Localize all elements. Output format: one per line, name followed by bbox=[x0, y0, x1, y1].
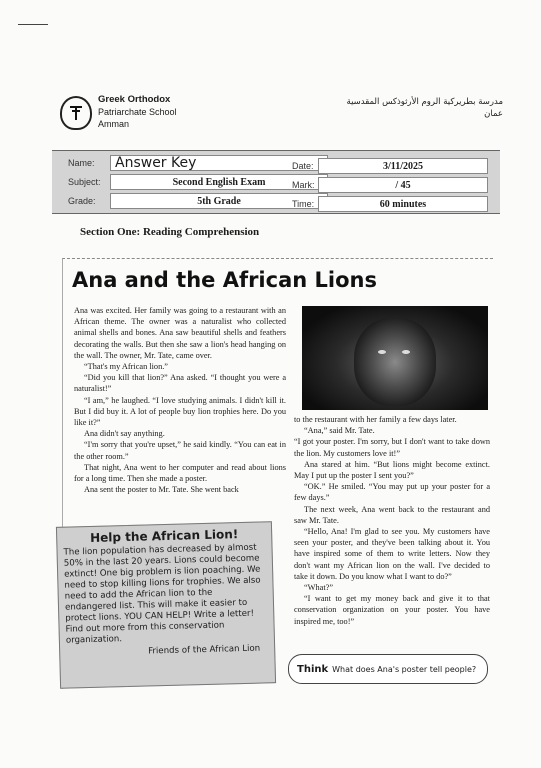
cross-emblem-icon bbox=[67, 104, 85, 122]
paragraph: “That's my African lion.” bbox=[84, 362, 168, 372]
lion-mane bbox=[354, 318, 436, 406]
school-line2: Patriarchate School bbox=[98, 107, 177, 117]
lion-eye bbox=[378, 350, 386, 354]
corner-mark bbox=[18, 24, 48, 25]
paragraph: to the restaurant with her family a few days later. bbox=[294, 415, 457, 424]
poster-title: Help the African Lion! bbox=[89, 527, 239, 545]
time-label: Time: bbox=[292, 199, 315, 209]
exam-info-panel bbox=[52, 150, 500, 214]
story-left-column bbox=[74, 305, 286, 495]
paragraph: “Hello, Ana! I'm glad to see you. My customers have seen your poster, and they've been talking about it. You have inspired some of them to write letters. Now they don't want my African lion on the wall. I've decided to take it down. Do you know what I want to do?” bbox=[294, 527, 490, 581]
story-title: Ana and the African Lions bbox=[72, 268, 377, 292]
subject-label: Subject: bbox=[68, 177, 101, 187]
think-question: What does Ana's poster tell people? bbox=[332, 664, 477, 674]
paragraph: “I got your poster. I'm sorry, but I don't want to take down the lion. My customers love it!” bbox=[294, 437, 490, 458]
school-header bbox=[98, 94, 177, 130]
paragraph: The next week, Ana went back to the restaurant and saw Mr. Tate. bbox=[294, 504, 490, 525]
paragraph: That night, Ana went to her computer and read about lions for a long time. Then she made a poster. bbox=[74, 462, 286, 484]
section-title: Section One: Reading Comprehension bbox=[80, 226, 260, 238]
date-field: 3/11/2025 bbox=[318, 158, 488, 174]
paragraph: “Ana,” said Mr. Tate. bbox=[304, 426, 375, 436]
arabic-city: عمان bbox=[484, 109, 503, 119]
paragraph: “I am,” he laughed. “I love studying animals. I didn't kill it. But I did buy it. A lot of people buy lion trophies here. Do you like it?” bbox=[74, 395, 286, 428]
date-label: Date: bbox=[292, 161, 314, 171]
lion-poster-box bbox=[56, 521, 276, 689]
grade-label: Grade: bbox=[68, 196, 96, 206]
paragraph: “What?” bbox=[304, 583, 334, 593]
subject-field: Second English Exam bbox=[110, 174, 328, 190]
paragraph: “OK.” He smiled. “You may put up your poster for a few days.” bbox=[294, 482, 490, 503]
paragraph: “Did you kill that lion?” Ana asked. “I thought you were a naturalist!” bbox=[74, 373, 286, 394]
poster-body: The lion population has decreased by almost 50% in the last 20 years. Lions could become extinct! One big problem is lion poaching. We need to stop killing lions for trophies. We also need to add the African lion to the endangered list. This will make it easier to protect lions. YOU CAN HELP! Write a letter! Find out more from this conservation organization. bbox=[63, 542, 261, 646]
paragraph: Ana sent the poster to Mr. Tate. She went back bbox=[84, 485, 239, 495]
lion-eye bbox=[402, 350, 410, 354]
mark-field: / 45 bbox=[318, 177, 488, 193]
school-header-arabic bbox=[347, 96, 503, 120]
school-name: Greek Orthodox bbox=[98, 94, 171, 105]
arabic-name: مدرسة بطريركية الروم الأرثوذكس المقدسية bbox=[346, 97, 503, 107]
school-city: Amman bbox=[98, 119, 130, 129]
story-right-column bbox=[294, 414, 490, 627]
paragraph: Ana was excited. Her family was going to a restaurant with an African theme. The owner was a naturalist who collected animal shells and bones. Ana saw beautiful shells and feathers decorating the walls. But then she saw a lion's head hanging on the wall. The owner, Mr. Tate, came over. bbox=[74, 306, 286, 360]
time-field: 60 minutes bbox=[318, 196, 488, 212]
paragraph: “I'm sorry that you're upset,” he said kindly. “You can eat in the other room.” bbox=[74, 440, 286, 461]
name-field: Answer Key bbox=[110, 155, 328, 171]
think-label: Think bbox=[297, 663, 329, 675]
think-bubble bbox=[288, 654, 488, 684]
poster-signature: Friends of the African Lion bbox=[148, 643, 261, 657]
school-logo bbox=[60, 96, 92, 130]
mark-label: Mark: bbox=[292, 180, 315, 190]
paragraph: Ana stared at him. “But lions might become extinct. May I put up the poster I sent you?” bbox=[294, 459, 490, 481]
paragraph: Ana didn't say anything. bbox=[84, 429, 165, 439]
name-label: Name: bbox=[68, 158, 95, 168]
lion-photo bbox=[302, 306, 488, 410]
paragraph: “I want to get my money back and give it to that conservation organization on your poster. You have inspired me, too!” bbox=[294, 594, 490, 626]
grade-field: 5th Grade bbox=[110, 193, 328, 209]
